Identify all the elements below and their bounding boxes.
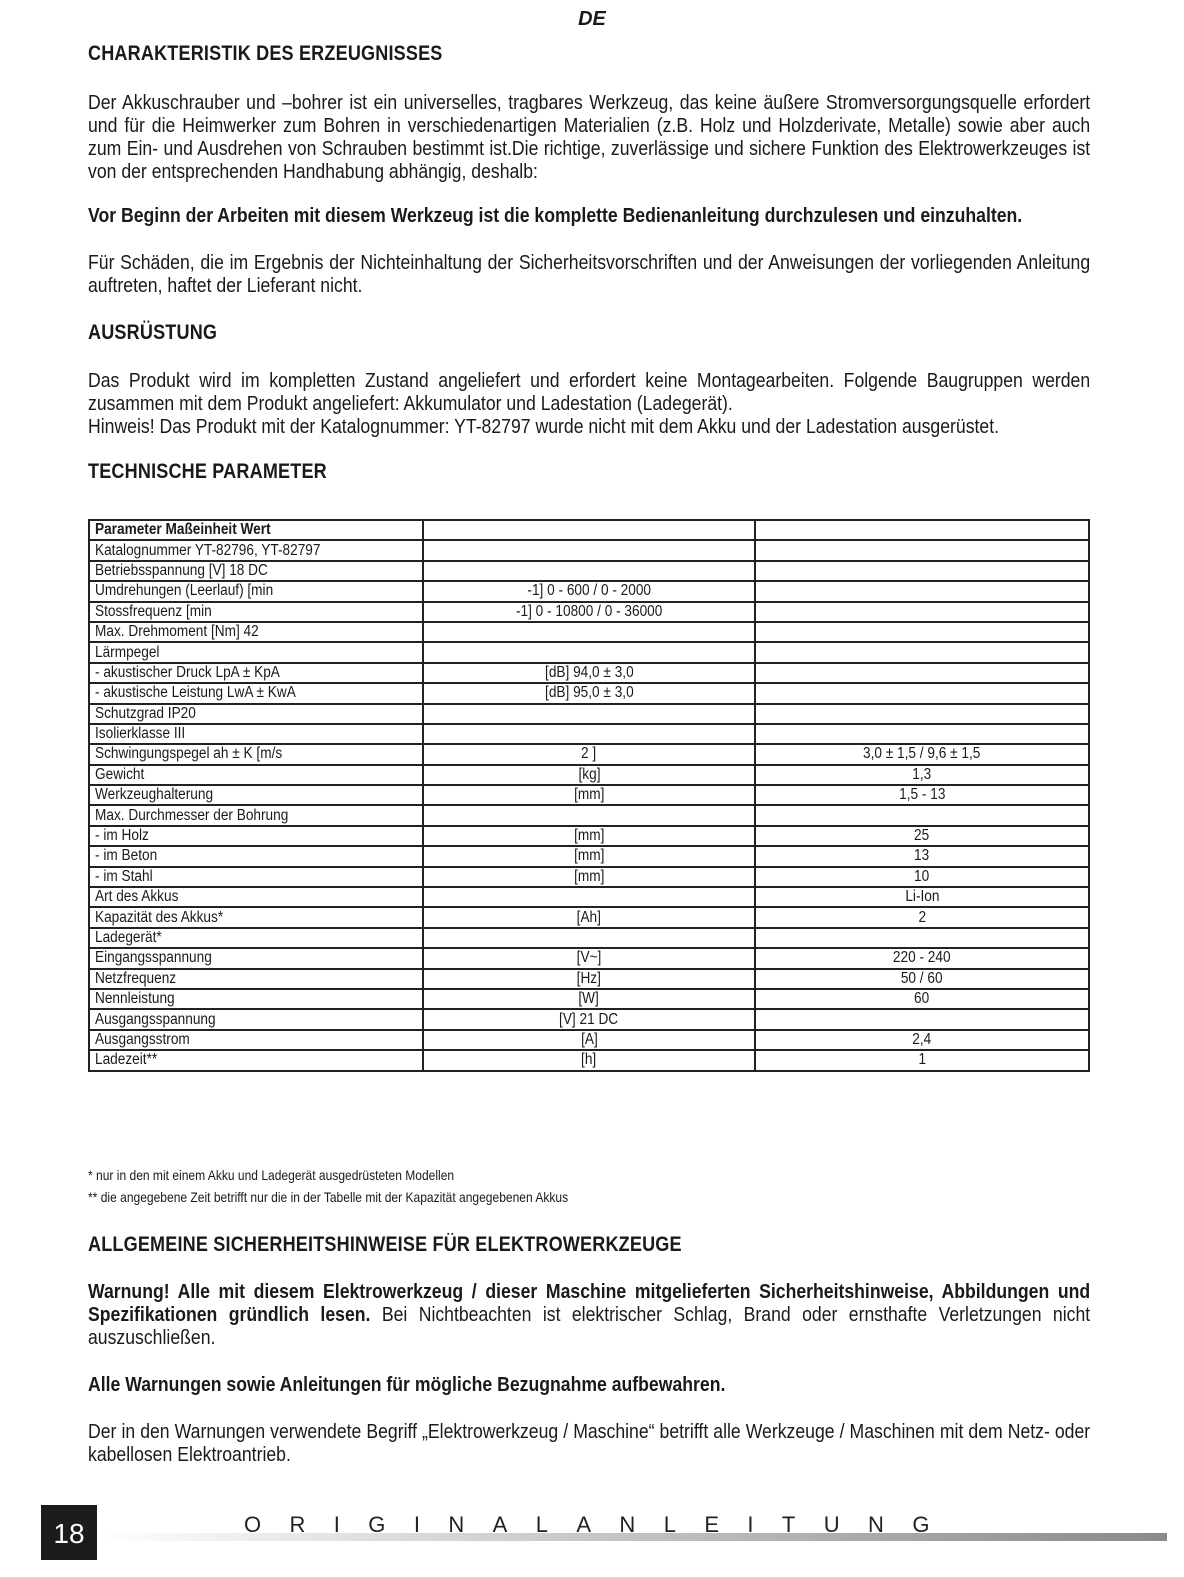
table-cell: [V] 21 DC [423,1009,755,1029]
table-row [89,846,1089,866]
table-cell: 1 [755,1050,1089,1070]
table-row [89,602,1089,622]
characteristics-paragraph: Der Akkuschrauber und –bohrer ist ein universelles, tragbares Werkzeug, das keine äußere Stromversorgungsquelle erfordert und für die Heimwerker zum Bohren in verschiedenartigen Materialien (z.B. Holz und Holzderivate, Metalle) sowie aber auch zum Ein- und Ausdrehen von Schrauben bestimmt ist.Die richtige, zuverlässige und sichere Funktion des Elektrowerkzeuges ist von der entsprechenden Handhabung abhängig, deshalb: [88,91,1091,183]
table-cell: -1] 0 - 600 / 0 - 2000 [423,581,755,601]
table-cell: Li-Ion [755,887,1089,907]
table-cell [755,520,1089,540]
table-cell: Werkzeughalterung [89,785,423,805]
table-row [89,622,1089,642]
table-cell: - akustische Leistung LwA ± KwA [89,683,423,703]
section-title-technical: TECHNISCHE PARAMETER [88,460,327,483]
page-number: 18 [41,1505,97,1560]
table-cell: [h] [423,1050,755,1070]
table-row [89,989,1089,1009]
table-cell [755,642,1089,662]
table-cell [755,683,1089,703]
original-manual-label: ORIGINALANLEITUNG [244,1512,958,1537]
language-code: DE [578,8,606,30]
text-bottom [88,1233,1090,1466]
table-row [89,948,1089,968]
table-cell: Kapazität des Akkus* [89,907,423,927]
table-cell [423,724,755,744]
table-cell: 10 [755,867,1089,887]
table-row [89,663,1089,683]
table-cell: - akustischer Druck LpA ± KpA [89,663,423,683]
table-cell: 3,0 ± 1,5 / 9,6 ± 1,5 [755,744,1089,764]
equipment-paragraph: Das Produkt wird im kompletten Zustand angeliefert und erfordert keine Montagearbeiten. Folgende Baugruppen werden zusammen mit dem Produkt angeliefert: Akkumulator und Ladestation (Ladegerät). [88,369,1091,415]
table-cell [423,928,755,948]
footnote-time: ** die angegebene Zeit betrifft nur die in der Tabelle mit der Kapazität angegebenen Akkus [88,1189,569,1205]
table-cell: 60 [755,989,1089,1009]
table-cell: [dB] 94,0 ± 3,0 [423,663,755,683]
table-cell: Schutzgrad IP20 [89,704,423,724]
table-row [89,561,1089,581]
table-cell: [mm] [423,826,755,846]
table-row [89,1050,1089,1070]
table-cell [755,561,1089,581]
table-row [89,907,1089,927]
table-cell [755,1009,1089,1029]
table-row [89,724,1089,744]
table-header-row [89,520,1089,540]
table-row [89,867,1089,887]
table-row [89,704,1089,724]
table-cell [423,642,755,662]
table-cell: Isolierklasse III [89,724,423,744]
table-cell: 1,3 [755,765,1089,785]
table-cell [755,622,1089,642]
keep-warnings-note: Alle Warnungen sowie Anleitungen für mögliche Bezugnahme aufbewahren. [88,1373,726,1396]
table-row [89,1009,1089,1029]
table-cell: Netzfrequenz [89,969,423,989]
table-row [89,887,1089,907]
table-cell [755,602,1089,622]
table-row [89,765,1089,785]
table-cell: [Hz] [423,969,755,989]
table-cell [423,805,755,825]
table-row [89,1030,1089,1050]
table-cell [423,622,755,642]
warning-bold: Warnung! Alle mit diesem Elektrowerkzeug / dieser Maschine mitgelieferten Sicherheitshinweise, Abbildungen und Spezifikationen gründlich lesen. [88,1280,1091,1326]
technical-parameters-table [88,519,1090,1072]
table-row [89,928,1089,948]
table-cell: Nennleistung [89,989,423,1009]
liability-paragraph: Für Schäden, die im Ergebnis der Nichteinhaltung der Sicherheitsvorschriften und der Anweisungen der vorliegenden Anleitung auftreten, haftet der Lieferant nicht. [88,251,1091,297]
table-cell: Ausgangsspannung [89,1009,423,1029]
table-cell: - im Beton [89,846,423,866]
warning-rest: Bei Nichtbeachten ist elektrischer Schlag, Brand oder ernsthafte Verletzungen nicht auszuschließen. [88,1303,1091,1349]
table-cell [755,581,1089,601]
table-cell: Ausgangsstrom [89,1030,423,1050]
table-cell: Stossfrequenz [min [89,602,423,622]
table-row [89,581,1089,601]
table-cell [755,805,1089,825]
table-cell [423,540,755,560]
table-cell: [dB] 95,0 ± 3,0 [423,683,755,703]
table-cell: -1] 0 - 10800 / 0 - 36000 [423,602,755,622]
table-cell: Max. Durchmesser der Bohrung [89,805,423,825]
table-cell: 13 [755,846,1089,866]
table-cell: Lärmpegel [89,642,423,662]
table-cell [755,704,1089,724]
table-cell: [W] [423,989,755,1009]
table-cell: Betriebsspannung [V] 18 DC [89,561,423,581]
table-cell: 1,5 - 13 [755,785,1089,805]
table-cell: Parameter Maßeinheit Wert [89,520,423,540]
table-cell: 2 ] [423,744,755,764]
section-title-equipment: AUSRÜSTUNG [88,321,218,344]
table-cell: Art des Akkus [89,887,423,907]
table-cell [755,663,1089,683]
definition-paragraph: Der in den Warnungen verwendete Begriff „Elektrowerkzeug / Maschine“ betrifft alle Werkzeuge / Maschinen mit dem Netz- oder kabellosen Elektroantrieb. [88,1420,1091,1466]
table-cell: Max. Drehmoment [Nm] 42 [89,622,423,642]
table-cell [423,520,755,540]
table-cell: [mm] [423,846,755,866]
table-row [89,785,1089,805]
table-row [89,826,1089,846]
table-cell [423,887,755,907]
section-title-characteristics: CHARAKTERISTIK DES ERZEUGNISSES [88,42,443,65]
table-row [89,744,1089,764]
table-row [89,969,1089,989]
table-cell: - im Stahl [89,867,423,887]
text-top [88,42,1090,484]
table-row [89,805,1089,825]
table-cell: 50 / 60 [755,969,1089,989]
table-cell: Ladezeit** [89,1050,423,1070]
table-cell: 2,4 [755,1030,1089,1050]
table-cell: Gewicht [89,765,423,785]
table-cell: - im Holz [89,826,423,846]
table-cell [423,704,755,724]
table-cell: Schwingungspegel ah ± K [m/s [89,744,423,764]
table-cell [423,561,755,581]
table-cell: [Ah] [423,907,755,927]
table-cell: 25 [755,826,1089,846]
table-row [89,642,1089,662]
equipment-note: Hinweis! Das Produkt mit der Katalognummer: YT-82797 wurde nicht mit dem Akku und der Ladestation ausgerüstet. [88,415,1000,438]
table-cell: Ladegerät* [89,928,423,948]
table-row [89,683,1089,703]
warning-paragraph [88,1280,1090,1349]
table-cell: [mm] [423,785,755,805]
table-cell: [A] [423,1030,755,1050]
footnote-battery: * nur in den mit einem Akku und Ladegerät ausgedrüsteten Modellen [88,1167,455,1183]
table-cell: [V~] [423,948,755,968]
table-cell: [mm] [423,867,755,887]
table-cell: 220 - 240 [755,948,1089,968]
table-cell [755,724,1089,744]
table-cell: Eingangsspannung [89,948,423,968]
section-title-safety: ALLGEMEINE SICHERHEITSHINWEISE FÜR ELEKTROWERKZEUGE [88,1233,682,1256]
table-cell: [kg] [423,765,755,785]
table-cell: Katalognummer YT-82796, YT-82797 [89,540,423,560]
table-cell [755,928,1089,948]
table-cell [755,540,1089,560]
read-manual-note: Vor Beginn der Arbeiten mit diesem Werkzeug ist die komplette Bedienanleitung durchzulesen und einzuhalten. [88,204,1023,227]
table-cell: 2 [755,907,1089,927]
table-row [89,540,1089,560]
table-cell: Umdrehungen (Leerlauf) [min [89,581,423,601]
